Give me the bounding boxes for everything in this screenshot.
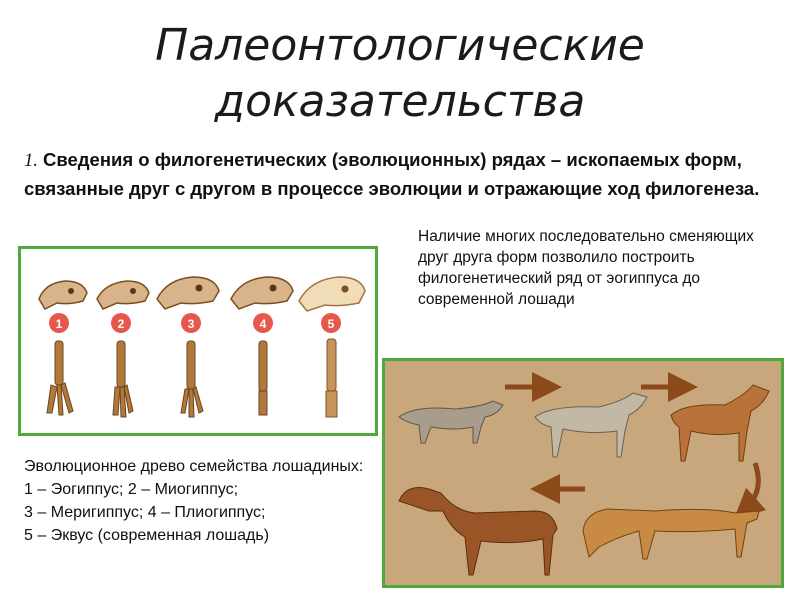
limb-1 [47,341,73,415]
limb-2 [113,341,133,417]
badge-5 [321,313,341,333]
horse-evolution-illustration [385,361,781,585]
horse-merychippus [671,385,769,461]
limb-3 [181,341,203,417]
skull-2 [97,281,149,309]
badge-3-label: 3 [187,317,195,331]
badge-1 [49,313,69,333]
limb-4 [259,341,267,415]
title-line-1: Палеонтологические [155,20,645,71]
horse-pliohippus [583,509,759,559]
horse-eohippus [399,401,503,443]
badge-3 [181,313,201,333]
title-line-2: доказательства [214,76,586,127]
badge-2-label: 2 [117,317,125,331]
badge-5-label: 5 [327,317,335,331]
intro-number: 1. [24,151,38,171]
legend-heading: Эволюционное древо семейства лошадиных: [24,458,364,475]
horse-evolution-figure [382,358,784,588]
slide-title [0,18,800,130]
skulls-and-limbs-figure [18,246,378,436]
arrow-3-to-4 [745,463,758,509]
legend [24,455,374,547]
skull-1 [39,281,87,309]
badge-2 [111,313,131,333]
skull-4 [231,277,293,309]
phylogeny-note: Наличие многих последовательно сменяющих друг друга форм позволило построить филогенетический ряд от эогиппуса до современной лошади [418,228,754,308]
skull-5 [299,277,365,311]
skull-3 [157,277,219,309]
skulls-limbs-illustration [21,249,375,433]
horse-mesohippus [535,393,647,457]
badge-1-label: 1 [55,317,63,331]
badge-4-label: 4 [259,317,267,331]
intro-paragraph [24,146,784,203]
horse-equus [399,488,557,576]
legend-line-1: 1 – Эогиппус; 2 – Миогиппус; [24,481,239,498]
badge-4 [253,313,273,333]
limb-5 [326,339,337,417]
legend-line-3: 5 – Эквус (современная лошадь) [24,527,270,544]
legend-line-2: 3 – Меригиппус; 4 – Плиогиппус; [24,504,266,521]
intro-text: Сведения о филогенетических (эволюционных) рядах – ископаемых форм, связанные друг с другом в процессе эволюции и отражающие ход филогенеза. [24,149,760,199]
